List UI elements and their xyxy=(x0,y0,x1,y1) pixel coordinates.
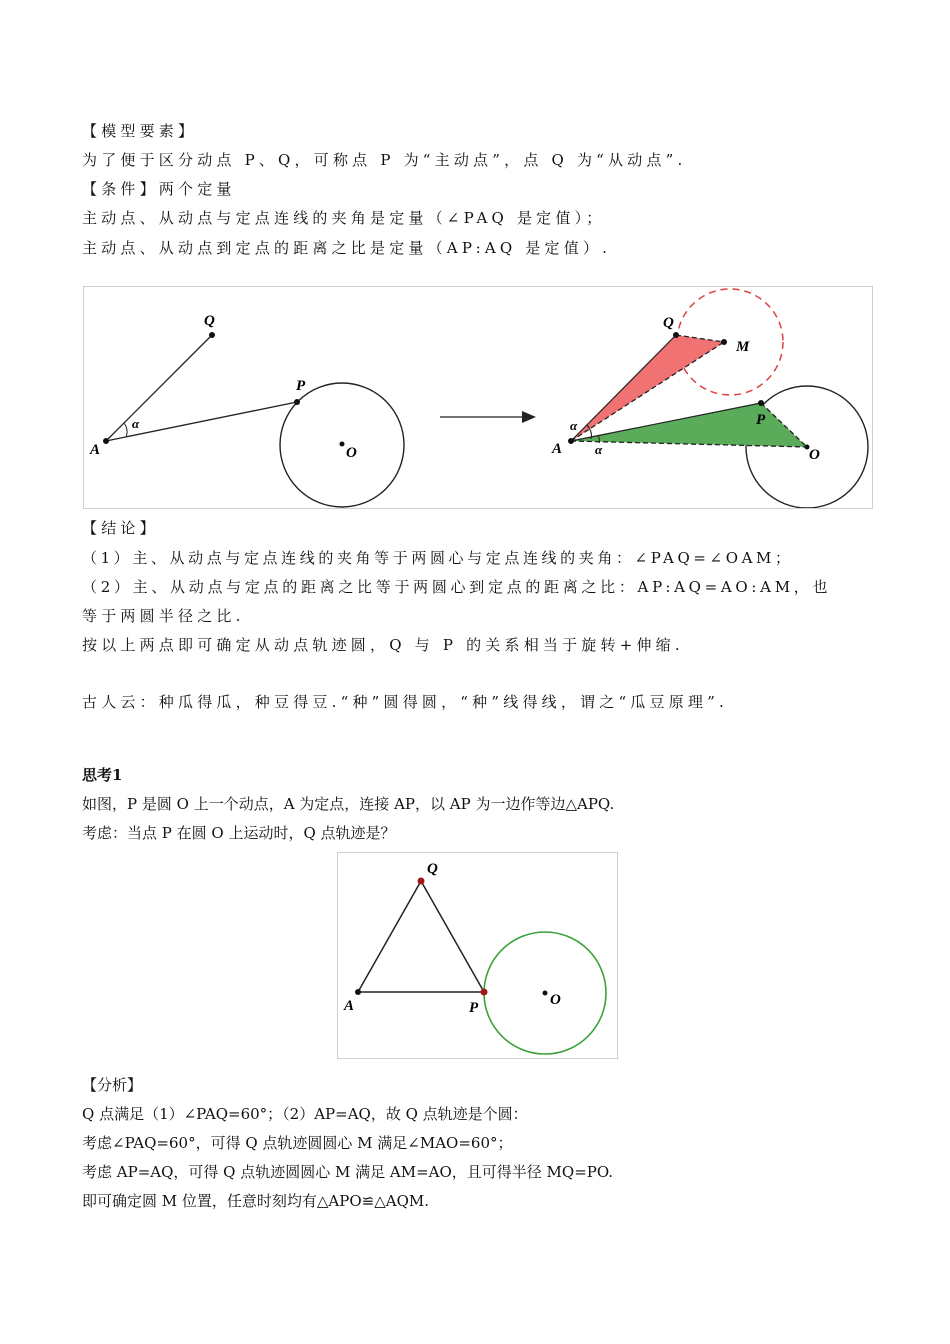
figure-1-canvas xyxy=(84,287,872,508)
model-intro: 为了便于区分动点 P、Q，可称点 P 为“主动点”，点 Q 为“从动点”. xyxy=(82,151,687,169)
label-a: A xyxy=(90,442,101,458)
condition-angle: 主动点、从动点与定点连线的夹角是定量（∠PAQ 是定值）； xyxy=(82,209,606,227)
think-text-1: 如图，P 是圆 O 上一个动点，A 为定点，连接 AP，以 AP 为一边作等边△APQ. xyxy=(82,795,615,813)
think-title: 思考1 xyxy=(82,766,123,784)
label-q-fig2: Q xyxy=(427,861,438,877)
analysis-line-3: 考虑 AP=AQ，可得 Q 点轨迹圆圆心 M 满足 AM=AO，且可得半径 MQ=PO. xyxy=(82,1163,614,1181)
label-a-fig2: A xyxy=(344,998,355,1014)
label-m: M xyxy=(736,339,750,355)
model-heading: 【模型要素】 xyxy=(82,122,198,140)
conclusion-item-2b: 等于两圆半径之比. xyxy=(82,607,245,625)
label-p: P xyxy=(296,378,306,394)
label-alpha: α xyxy=(132,416,140,431)
label-p-fig2: P xyxy=(469,1000,479,1016)
label-q-right: Q xyxy=(663,315,674,331)
analysis-line-1: Q 点满足（1）∠PAQ=60°；（2）AP=AQ，故 Q 点轨迹是个圆： xyxy=(82,1105,528,1123)
analysis-heading: 【分析】 xyxy=(82,1076,143,1094)
label-o-fig2: O xyxy=(550,992,561,1008)
figure-2 xyxy=(337,852,618,1059)
analysis-line-4: 即可确定圆 M 位置，任意时刻均有△APO≌△AQM. xyxy=(82,1192,430,1210)
conclusion-item-2a: （2）主、从动点与定点的距离之比等于两圆心到定点的距离之比：AP:AQ=AO:AM，也 xyxy=(82,578,832,596)
conclusion-saying: 古人云：种瓜得瓜，种豆得豆.“种”圆得圆，“种”线得线，谓之“瓜豆原理”. xyxy=(82,693,728,711)
condition-ratio: 主动点、从动点到定点的距离之比是定量（AP:AQ 是定值）. xyxy=(82,239,612,257)
figure-1 xyxy=(83,286,873,509)
think-text-2: 考虑：当点 P 在圆 O 上运动时，Q 点轨迹是？ xyxy=(82,824,396,842)
point-p xyxy=(481,989,488,996)
label-q: Q xyxy=(204,313,215,329)
label-p-right: P xyxy=(756,412,766,428)
analysis-line-2: 考虑∠PAQ=60°，可得 Q 点轨迹圆圆心 M 满足∠MAO=60°； xyxy=(82,1134,513,1152)
point-q xyxy=(418,878,425,885)
arrow-head xyxy=(522,411,536,423)
condition-heading: 【条件】两个定量 xyxy=(82,180,236,198)
conclusion-summary: 按以上两点即可确定从动点轨迹圆，Q 与 P 的关系相当于旋转+伸缩. xyxy=(82,636,684,654)
figure-2-canvas xyxy=(338,853,617,1058)
conclusion-item-1: （1）主、从动点与定点连线的夹角等于两圆心与定点连线的夹角：∠PAQ=∠OAM； xyxy=(82,549,794,567)
label-alpha-lower: α xyxy=(595,442,603,457)
conclusion-heading: 【结论】 xyxy=(82,519,159,537)
label-alpha-upper: α xyxy=(570,418,578,433)
label-o: O xyxy=(346,445,357,461)
label-a-right: A xyxy=(552,441,563,457)
label-o-right: O xyxy=(809,447,820,463)
